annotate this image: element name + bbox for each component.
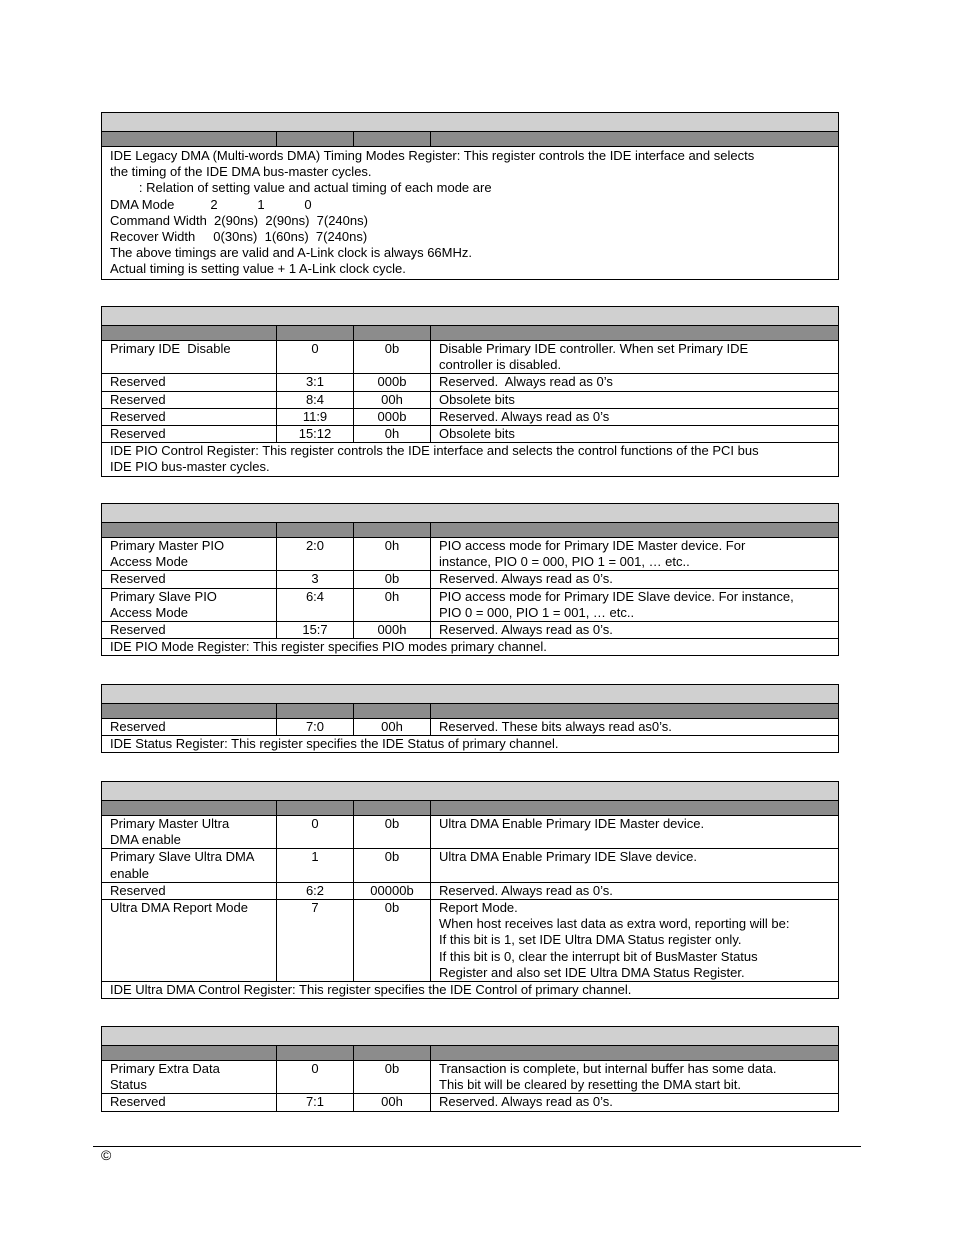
default-value-cell: 0b [354,816,431,849]
description-line: Reserved. Always read as 0’s [439,408,610,424]
description-line: Obsolete bits [439,426,515,442]
bits-cell: 15:12 [277,426,354,443]
description-line: If this bit is 0, clear the interrupt bit of BusMaster Status [439,948,758,964]
field-name-line: Primary Slave Ultra DMA [110,849,255,865]
field-name-line: Primary IDE Disable [110,341,231,356]
description-cell [431,1061,839,1094]
description-line: : Relation of setting value and actual timing of each mode are [110,180,492,196]
field-name-cell [102,408,277,425]
description-line: Disable Primary IDE controller. When set Primary IDE [439,341,749,356]
field-name-cell [102,849,277,882]
bits-cell: 15:7 [277,622,354,639]
table-header-row [102,326,839,341]
description-cell [431,882,839,899]
table-title-bar [102,685,839,704]
field-name-line: Reserved [110,719,166,734]
description-line: PIO access mode for Primary IDE Master device. For [439,538,746,553]
field-name-cell [102,1094,277,1111]
pio-mode-register-table [101,503,839,656]
default-value-cell: 0b [354,1061,431,1094]
register-footer-row [102,982,839,999]
table-row [102,622,839,639]
default-value-cell: 000b [354,408,431,425]
description-line: Actual timing is setting value + 1 A-Link clock cycle. [110,261,406,277]
footer-divider [93,1146,861,1147]
field-name-line: Primary Extra Data [110,1061,220,1076]
field-name-cell [102,588,277,621]
field-name-line: Reserved [110,374,166,390]
field-name-line: Primary Slave PIO [110,588,217,604]
field-name-line: Reserved [110,622,166,638]
description-line: Ultra DMA Enable Primary IDE Master device. [439,816,705,831]
pio-control-register-table [101,306,839,477]
field-name-line: Status [110,1077,147,1093]
table-row [102,426,839,443]
description-cell [431,719,839,736]
description-cell [431,816,839,849]
table-row [102,341,839,374]
description-line: The above timings are valid and A-Link clock is always 66MHz. [110,245,472,261]
field-name-line: Reserved [110,571,166,587]
default-value-cell: 000b [354,374,431,391]
field-name-cell [102,538,277,571]
description-cell [431,341,839,374]
default-value-cell: 0b [354,849,431,882]
table-title-bar [102,113,839,132]
description-cell [431,849,839,882]
field-name-cell [102,900,277,982]
table-row [102,719,839,736]
table-row [102,900,839,982]
description-line: controller is disabled. [439,357,562,373]
table-description-row [102,147,839,280]
field-name-cell [102,622,277,639]
description-line: the timing of the IDE DMA bus-master cycles. [110,164,372,180]
table-header-row [102,523,839,538]
table-row [102,882,839,899]
field-name-line: Access Mode [110,604,189,620]
register-summary-line: IDE Status Register: This register specifies the IDE Status of primary channel. [110,736,559,752]
table-header-row [102,1046,839,1061]
field-name-line: Primary Master PIO [110,538,225,553]
register-summary-cell [102,443,839,476]
description-line: Reserved. Always read as 0’s. [439,882,613,898]
table-row [102,538,839,571]
table-title-bar [102,504,839,523]
description-line: PIO 0 = 000, PIO 1 = 001, … etc.. [439,604,635,620]
bits-cell: 11:9 [277,408,354,425]
table-title-bar [102,782,839,801]
default-value-cell: 000h [354,622,431,639]
table-header-row [102,704,839,719]
bits-cell: 3 [277,571,354,588]
description-cell [431,1094,839,1111]
field-name-cell [102,341,277,374]
field-name-line: Primary Master Ultra [110,816,230,831]
default-value-cell: 00h [354,1094,431,1111]
field-name-line: enable [110,865,150,881]
description-cell [431,538,839,571]
field-name-line: Access Mode [110,554,189,570]
register-summary-line: IDE Ultra DMA Control Register: This register specifies the IDE Control of primary channel. [110,982,632,998]
field-name-cell [102,1061,277,1094]
table-row [102,1061,839,1094]
bits-cell: 1 [277,849,354,882]
field-name-line: Reserved [110,1094,166,1110]
default-value-cell: 00000b [354,882,431,899]
bits-cell: 6:2 [277,882,354,899]
description-line: PIO access mode for Primary IDE Slave device. For instance, [439,588,794,604]
description-line: Reserved. Always read as 0’s. [439,622,613,638]
description-line: Command Width 2(90ns) 2(90ns) 7(240ns) [110,212,368,228]
table-row [102,588,839,621]
field-name-line: Reserved [110,408,166,424]
table-row [102,391,839,408]
extra-data-status-register-table [101,1026,839,1112]
register-footer-row [102,639,839,656]
copyright-symbol: © [101,1147,112,1163]
bits-cell: 0 [277,816,354,849]
bits-cell: 0 [277,341,354,374]
register-footer-row [102,736,839,753]
description-cell [431,571,839,588]
table-header-row [102,801,839,816]
default-value-cell: 0h [354,588,431,621]
description-line: Recover Width 0(30ns) 1(60ns) 7(240ns) [110,229,368,245]
field-name-cell [102,882,277,899]
table-row [102,571,839,588]
register-summary-line: IDE PIO Mode Register: This register specifies PIO modes primary channel. [110,639,547,655]
register-summary-cell [102,639,839,656]
bits-cell: 2:0 [277,538,354,571]
description-line: Reserved. Always read as 0’s. [439,1094,613,1110]
field-name-line: DMA enable [110,832,181,848]
field-name-cell [102,571,277,588]
table-row [102,849,839,882]
description-cell [431,426,839,443]
field-name-cell [102,816,277,849]
description-line: Report Mode. [439,900,518,916]
bits-cell: 6:4 [277,588,354,621]
description-cell [431,374,839,391]
field-name-line: Reserved [110,391,166,407]
default-value-cell: 0b [354,900,431,982]
register-summary-cell [102,982,839,999]
table-row [102,408,839,425]
description-line: If this bit is 1, set IDE Ultra DMA Status register only. [439,932,742,948]
register-summary-line: IDE PIO bus-master cycles. [110,459,270,475]
description-line: Register and also set IDE Ultra DMA Status Register. [439,964,745,980]
table-row [102,1094,839,1111]
field-name-cell [102,426,277,443]
description-line: Transaction is complete, but internal buffer has some data. [439,1061,777,1076]
bits-cell: 8:4 [277,391,354,408]
description-line: DMA Mode 2 1 0 [110,196,312,212]
field-name-line: Reserved [110,882,166,898]
bits-cell: 0 [277,1061,354,1094]
field-name-line: Ultra DMA Report Mode [110,900,248,916]
table-title-bar [102,1027,839,1046]
bits-cell: 7 [277,900,354,982]
description-line: Reserved. Always read as 0’s [439,374,613,390]
register-summary-cell [102,736,839,753]
default-value-cell: 0h [354,538,431,571]
table-header-row [102,132,839,147]
description-cell [431,391,839,408]
ultra-dma-control-register-table [101,781,839,999]
default-value-cell: 0b [354,341,431,374]
bits-cell: 3:1 [277,374,354,391]
table-title-bar [102,307,839,326]
default-value-cell: 0b [354,571,431,588]
status-register-table [101,684,839,753]
default-value-cell: 00h [354,391,431,408]
bits-cell: 7:0 [277,719,354,736]
register-footer-row [102,443,839,476]
description-line: Ultra DMA Enable Primary IDE Slave device. [439,849,697,865]
bits-cell: 7:1 [277,1094,354,1111]
description-cell [431,588,839,621]
description-line: instance, PIO 0 = 000, PIO 1 = 001, … etc.. [439,554,690,570]
field-name-cell [102,719,277,736]
description-line: When host receives last data as extra word, reporting will be: [439,916,790,932]
description-line: This bit will be cleared by resetting the DMA start bit. [439,1077,742,1093]
description-line: Reserved. These bits always read as0’s. [439,719,672,734]
table-row [102,374,839,391]
description-cell [431,900,839,982]
default-value-cell: 0h [354,426,431,443]
field-name-line: Reserved [110,426,166,442]
dma-timing-register-table [101,112,839,280]
description-cell [431,622,839,639]
description-line: Reserved. Always read as 0’s. [439,571,613,587]
field-name-cell [102,374,277,391]
table-row [102,816,839,849]
field-name-cell [102,391,277,408]
description-line: IDE Legacy DMA (Multi-words DMA) Timing Modes Register: This register controls the IDE interface and selects [110,148,755,163]
register-summary-line: IDE PIO Control Register: This register controls the IDE interface and selects the control functions of the PCI bus [110,443,759,459]
description-line: Obsolete bits [439,391,515,407]
default-value-cell: 00h [354,719,431,736]
description-cell [431,408,839,425]
